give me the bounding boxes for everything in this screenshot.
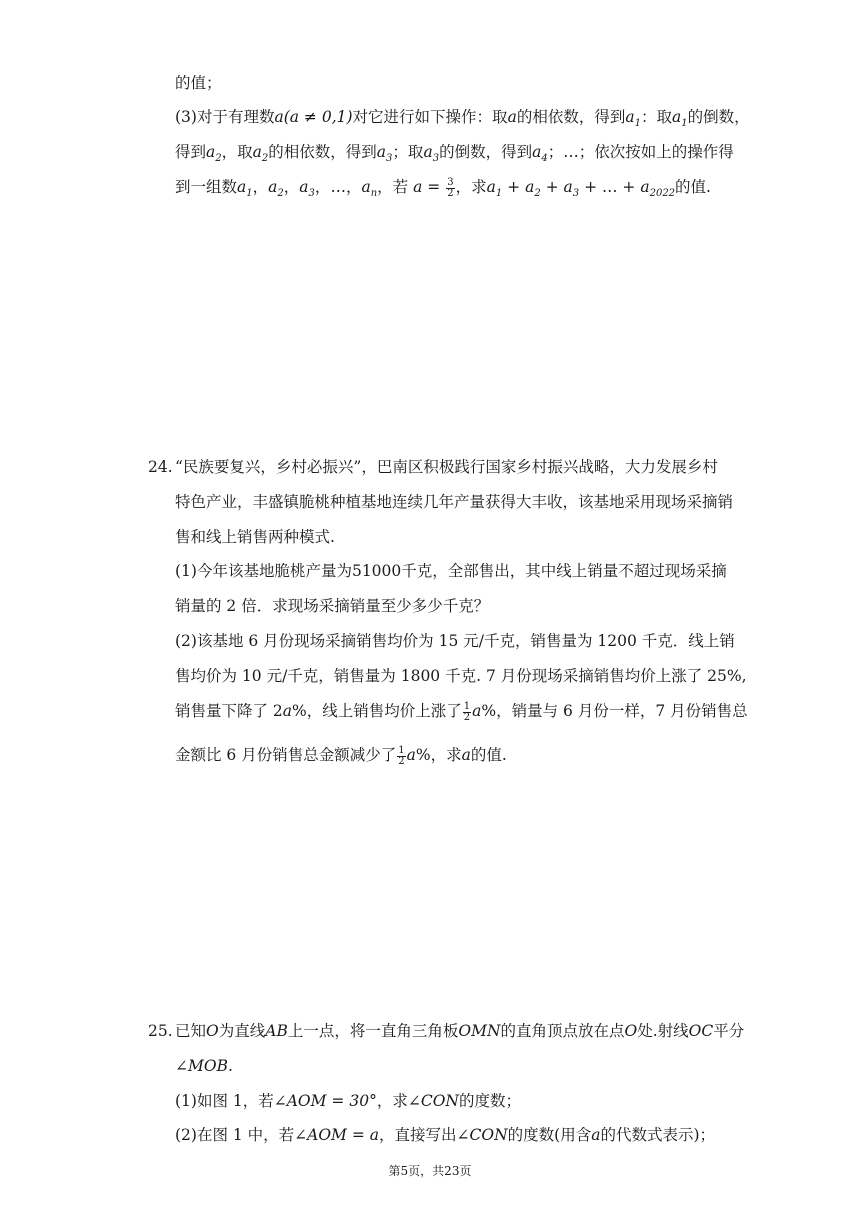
q25-number: 25. — [148, 1022, 173, 1040]
q24-part1-line1: (1)今年该基地脆桃产量为51000千克，全部售出，其中线上销量不超过现场采摘 — [175, 562, 727, 580]
q23-part3-line3: 到一组数$a_1$，$a_2$，$a_3$，…，$a_n$，若 a = $\frac{3}{2}$ ，求$a_1 + a_2 + a_3$ + … + $a_{2022}$的值. — [175, 176, 711, 199]
q24-part2-line4: 金额比 6 月份销售总金额减少了 $\frac{1}{2}$ a%，求a的值. — [175, 744, 507, 767]
fraction-three-halves: $\frac{3}{2}$ — [447, 176, 454, 199]
q23-part3-line2: 得到$a_2$，取$a_2$的相依数，得到$a_3$；取$a_3$的倒数，得到$a_4$；…；依次按如上的操作得 — [175, 143, 734, 164]
q25-part1: (1)如图 1，若∠AOM = 30°，求∠CON的度数； — [175, 1092, 521, 1110]
q24-line3: 售和线上销售两种模式. — [175, 528, 335, 546]
page-footer: 第5页，共23页 — [388, 1164, 472, 1178]
q24-line1: “民族要复兴，乡村必振兴”，巴南区积极践行国家乡村振兴战略，大力发展乡村 — [175, 458, 718, 476]
q25-part2: (2)在图 1 中，若∠AOM = a，直接写出∠CON的度数(用含a的代数式表示)； — [175, 1126, 716, 1144]
fraction-one-half: $\frac{1}{2}$ — [398, 744, 405, 767]
q23-part3-line1: (3)对于有理数a(a ≠ 0,1)对它进行如下操作：取a的相依数，得到$a_1$：取$a_1$的倒数， — [175, 108, 750, 129]
q24-line2: 特色产业，丰盛镇脆桃种植基地连续几年产量获得大丰收，该基地采用现场采摘销 — [175, 493, 734, 511]
q25-line2: ∠MOB. — [175, 1057, 233, 1075]
q24-part2-line3: 销售量下降了 2a%，线上销售均价上涨了 $\frac{1}{2}$ a%，销量与 6 月份一样，7 月份销售总 — [175, 700, 748, 723]
q23-tail: 的值； — [175, 74, 222, 92]
q24-number: 24. — [148, 458, 173, 476]
q24-part2-line2: 售均价为 10 元/千克，销售量为 1800 千克. 7 月份现场采摘销售均价上涨了 25%, — [175, 667, 747, 685]
fraction-one-half: $\frac{1}{2}$ — [463, 700, 471, 723]
q24-part2-line1: (2)该基地 6 月份现场采摘销售均价为 15 元/千克，销售量为 1200 千克．线上销 — [175, 632, 735, 650]
q25-line1: 已知O为直线AB上一点，将一直角三角板OMN的直角顶点放在点O处.射线OC平分 — [175, 1022, 745, 1040]
q24-part1-line2: 销量的 2 倍．求现场采摘销量至少多少千克？ — [175, 597, 490, 615]
